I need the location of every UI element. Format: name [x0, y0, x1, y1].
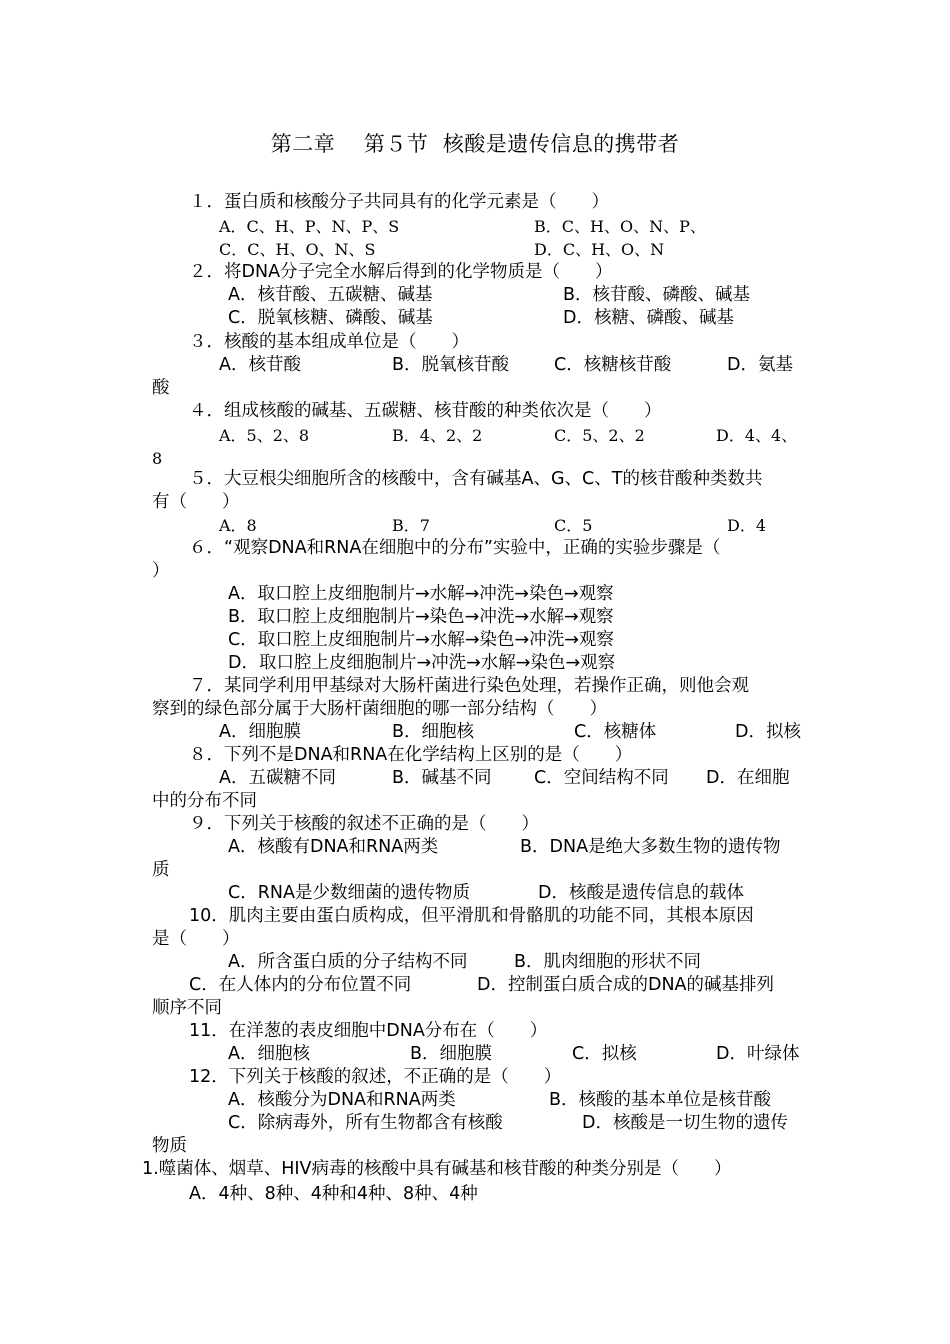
q4-option-a: A．5、2、8	[219, 426, 310, 445]
q10-option-c: C．在人体内的分布位置不同	[189, 975, 412, 995]
question-extra-1-option-a: A．4种、8种、4种和4种、8种、4种	[189, 1184, 478, 1204]
q12-option-d-wrap: 物质	[152, 1136, 187, 1156]
q2-option-a: A．核苷酸、五碳糖、碱基	[228, 285, 433, 305]
q9-option-a: A．核酸有DNA和RNA两类	[228, 837, 439, 857]
q1-option-b: B．C、H、O、N、P、	[534, 217, 706, 236]
q1-option-c: C．C、H、O、N、S	[219, 240, 376, 259]
question-10-wrap: 是（ ）	[152, 929, 240, 949]
q7-option-d: D．拟核	[735, 722, 801, 742]
q1-option-d: D．C、H、O、N	[534, 240, 665, 259]
q2-option-d: D．核糖、磷酸、碱基	[563, 308, 734, 328]
q2-option-b: B．核苷酸、磷酸、碱基	[563, 285, 751, 305]
q12-option-d: D．核酸是一切生物的遗传	[582, 1113, 788, 1133]
q10-option-b: B．肌肉细胞的形状不同	[514, 952, 702, 972]
q10-option-d: D．控制蛋白质合成的DNA的碱基排列	[477, 975, 775, 995]
q4-option-d: D．4、4、	[716, 426, 798, 445]
question-6-wrap: ）	[152, 561, 170, 581]
q6-option-b: B．取口腔上皮细胞制片→染色→冲洗→水解→观察	[228, 607, 614, 627]
question-11: 11．在洋葱的表皮细胞中DNA分布在（ ）	[189, 1021, 548, 1041]
q4-option-c: C．5、2、2	[554, 426, 645, 445]
question-8: ８．下列不是DNA和RNA在化学结构上区别的是（ ）	[189, 745, 633, 765]
q8-option-a: A．五碳糖不同	[219, 768, 336, 788]
q2-option-c: C．脱氧核糖、磷酸、碱基	[228, 308, 433, 328]
q6-option-d: D．取口腔上皮细胞制片→冲洗→水解→染色→观察	[228, 653, 616, 673]
q11-option-a: A．细胞核	[228, 1044, 310, 1064]
q10-option-d-wrap: 顺序不同	[152, 998, 222, 1018]
question-5-wrap: 有（ ）	[152, 492, 240, 512]
q8-option-b: B．碱基不同	[392, 768, 492, 788]
question-9: ９．下列关于核酸的叙述不正确的是（ ）	[189, 814, 539, 834]
question-7: ７．某同学利用甲基绿对大肠杆菌进行染色处理，若操作正确，则他会观	[189, 676, 749, 696]
q9-option-b-wrap: 质	[152, 860, 170, 880]
q3-option-c: C．核糖核苷酸	[554, 355, 672, 375]
q3-option-d-wrap: 酸	[152, 378, 170, 398]
q8-option-d: D．在细胞	[706, 768, 790, 788]
question-6: ６．“观察DNA和RNA在细胞中的分布”实验中，正确的实验步骤是（	[189, 538, 721, 558]
q7-option-b: B．细胞核	[392, 722, 475, 742]
q5-option-b: B．7	[392, 516, 430, 535]
q3-option-b: B．脱氧核苷酸	[392, 355, 510, 375]
q5-option-a: A．8	[219, 516, 257, 535]
q3-option-d: D．氨基	[727, 355, 793, 375]
q9-option-c: C．RNA是少数细菌的遗传物质	[228, 883, 470, 903]
q9-option-b: B．DNA是绝大多数生物的遗传物	[520, 837, 781, 857]
q4-option-b: B．4、2、2	[392, 426, 483, 445]
q12-option-b: B．核酸的基本单位是核苷酸	[549, 1090, 772, 1110]
q3-option-a: A．核苷酸	[219, 355, 301, 375]
q10-option-a: A．所含蛋白质的分子结构不同	[228, 952, 468, 972]
q6-option-c: C．取口腔上皮细胞制片→水解→染色→冲洗→观察	[228, 630, 614, 650]
question-10: 10．肌肉主要由蛋白质构成，但平滑肌和骨骼肌的功能不同，其根本原因	[189, 906, 754, 926]
q8-option-d-wrap: 中的分布不同	[152, 791, 257, 811]
question-2: ２．将DNA分子完全水解后得到的化学物质是（ ）	[189, 262, 613, 282]
question-4: ４．组成核酸的碱基、五碳糖、核苷酸的种类依次是（ ）	[189, 401, 662, 421]
q12-option-a: A．核酸分为DNA和RNA两类	[228, 1090, 456, 1110]
q1-option-a: A．C、H、P、N、P、S	[219, 217, 400, 236]
question-5: ５．大豆根尖细胞所含的核酸中，含有碱基A、G、C、T的核苷酸种类数共	[189, 469, 763, 489]
q11-option-c: C．拟核	[572, 1044, 637, 1064]
q7-option-c: C．核糖体	[574, 722, 657, 742]
q9-option-d: D．核酸是遗传信息的载体	[538, 883, 744, 903]
question-extra-1: 1.噬菌体、烟草、HIV病毒的核酸中具有碱基和核苷酸的种类分别是（ ）	[142, 1159, 732, 1179]
q11-option-b: B．细胞膜	[410, 1044, 493, 1064]
q5-option-c: C．5	[554, 516, 593, 535]
q11-option-d: D．叶绿体	[716, 1044, 800, 1064]
question-3: ３．核酸的基本组成单位是（ ）	[189, 332, 469, 352]
q12-option-c: C．除病毒外，所有生物都含有核酸	[228, 1113, 503, 1133]
page-title: 第二章 第５节 核酸是遗传信息的携带者	[270, 132, 680, 156]
q7-option-a: A．细胞膜	[219, 722, 301, 742]
q5-option-d: D．4	[727, 516, 767, 535]
question-7-wrap: 察到的绿色部分属于大肠杆菌细胞的哪一部分结构（ ）	[152, 699, 607, 719]
question-12: 12．下列关于核酸的叙述，不正确的是（ ）	[189, 1067, 562, 1087]
q6-option-a: A．取口腔上皮细胞制片→水解→冲洗→染色→观察	[228, 584, 614, 604]
q4-option-d-wrap: 8	[152, 449, 163, 468]
question-1: １．蛋白质和核酸分子共同具有的化学元素是（ ）	[189, 192, 609, 212]
q8-option-c: C．空间结构不同	[534, 768, 669, 788]
